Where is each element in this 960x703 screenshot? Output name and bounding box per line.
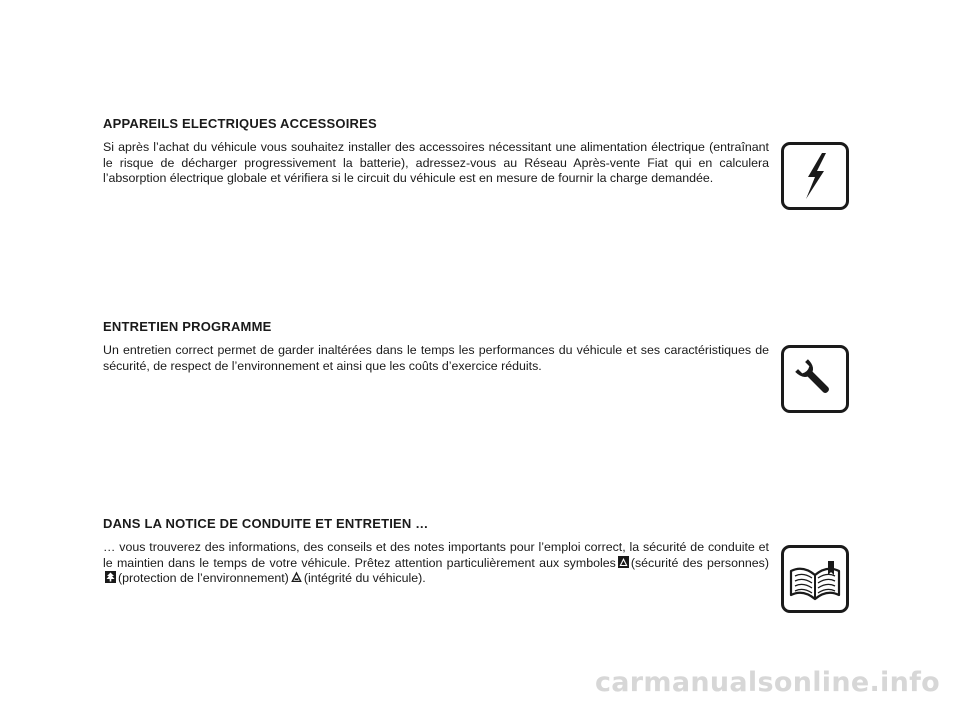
heading-in-this-manual: DANS LA NOTICE DE CONDUITE ET ENTRETIEN … (103, 516, 429, 531)
manual-text-part1: … vous trouverez des informations, des conseils et des notes importants pour l’emploi correct, la sécurité de conduite et le maintien dans le temps de votre véhicule. Prêtez attention particulièrement aux symboles (103, 540, 769, 570)
heading-scheduled-maintenance: ENTRETIEN PROGRAMME (103, 319, 272, 334)
vehicle-integrity-icon (291, 571, 302, 583)
manual-text-part2: (sécurité des personnes) (630, 555, 769, 570)
person-safety-icon (618, 556, 629, 568)
lightning-bolt-icon (781, 142, 849, 210)
environment-protection-icon (105, 571, 116, 583)
section-scheduled-maintenance (103, 319, 769, 374)
manual-text-part4: (intégrité du véhicule). (303, 571, 426, 585)
wrench-icon (781, 345, 849, 413)
section-in-this-manual (103, 516, 769, 587)
watermark: carmanualsonline.info (594, 667, 940, 698)
text-in-this-manual (103, 540, 769, 587)
text-electrical-accessories: Si après l’achat du véhicule vous souhaitez installer des accessoires nécessitant une alimentation électrique (entraînant le risque de décharger progressivement la batterie), adressez-vous au Réseau Après-vente Fiat qui en calculera l’absorption électrique globale et vérifiera si le circuit du véhicule est en mesure de fournir la charge demandée. (103, 140, 769, 185)
heading-electrical-accessories: APPAREILS ELECTRIQUES ACCESSOIRES (103, 116, 377, 131)
open-book-icon (781, 545, 849, 613)
text-scheduled-maintenance: Un entretien correct permet de garder inaltérées dans le temps les performances du véhicule et ses caractéristiques de sécurité, de respect de l’environnement et ainsi que les coûts d’exercice réduits. (103, 343, 769, 373)
section-electrical-accessories (103, 116, 769, 187)
manual-text-part3: (protection de l’environnement) (118, 571, 289, 585)
